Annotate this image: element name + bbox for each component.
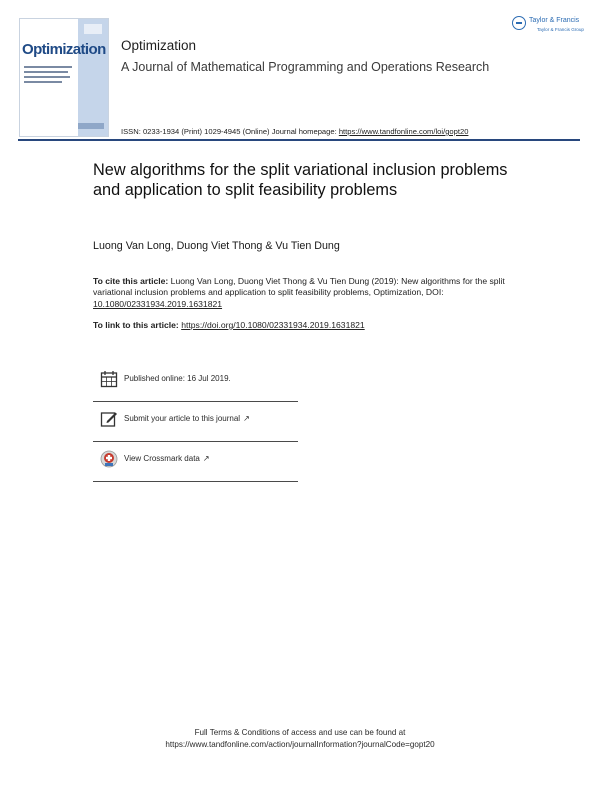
crossmark-icon — [100, 450, 118, 468]
journal-title: Optimization — [121, 38, 197, 53]
header-divider — [18, 139, 580, 141]
submit-article-label: Submit your article to this journal — [124, 414, 241, 423]
cover-publisher-mark — [78, 123, 104, 129]
footer-terms-link[interactable]: https://www.tandfonline.com/action/journalInformation?journalCode=gopt20 — [165, 739, 435, 749]
cite-text: Luong Van Long, Duong Viet Thong & Vu Tien Dung (2019): New algorithms for the split variational inclusion problems and application to split feasibility problems, Optimization, DOI: — [93, 276, 505, 298]
citation-block — [93, 276, 523, 310]
footer-terms-text: Full Terms & Conditions of access and use can be found at — [194, 728, 406, 737]
cite-doi-link[interactable]: 10.1080/02331934.2019.1631821 — [93, 298, 223, 309]
external-link-icon: ↗ — [202, 454, 210, 463]
calendar-icon — [100, 370, 118, 388]
crossmark-label: View Crossmark data — [124, 454, 200, 463]
publisher-name: Taylor & Francis — [529, 17, 580, 24]
article-title: New algorithms for the split variational inclusion problems and application to split feasibility problems — [93, 161, 508, 199]
external-link-icon: ↗ — [243, 414, 250, 423]
publisher-logo-icon — [512, 16, 526, 30]
crossmark-row[interactable] — [93, 442, 298, 482]
cover-label — [84, 24, 102, 34]
article-link-line — [93, 320, 365, 330]
cover-text-lines — [24, 66, 74, 86]
cite-label: To cite this article: — [93, 276, 169, 286]
row-divider — [93, 481, 298, 482]
link-label: To link to this article: — [93, 320, 182, 330]
journal-cover — [19, 18, 109, 137]
edit-icon — [100, 410, 118, 428]
cover-band — [78, 19, 108, 136]
cover-title: Optimization — [22, 41, 106, 58]
article-authors: Luong Van Long, Duong Viet Thong & Vu Tien Dung — [93, 240, 340, 252]
issn-line — [121, 127, 468, 136]
journal-homepage-link[interactable]: https://www.tandfonline.com/loi/gopt20 — [338, 127, 469, 136]
issn-text: ISSN: 0233-1934 (Print) 1029-4945 (Online) Journal homepage: — [121, 127, 339, 136]
published-row — [93, 362, 298, 402]
publisher-logo[interactable] — [512, 16, 584, 38]
article-doi-link[interactable]: https://doi.org/10.1080/02331934.2019.1631821 — [181, 320, 365, 330]
submit-article-link[interactable] — [124, 414, 250, 423]
journal-subtitle: A Journal of Mathematical Programming and Operations Research — [121, 60, 490, 74]
crossmark-link[interactable] — [124, 454, 210, 463]
footer — [0, 727, 600, 750]
published-date: Published online: 16 Jul 2019. — [124, 374, 231, 383]
submit-article-row[interactable] — [93, 402, 298, 442]
publisher-tag: Taylor & Francis Group — [537, 27, 584, 32]
